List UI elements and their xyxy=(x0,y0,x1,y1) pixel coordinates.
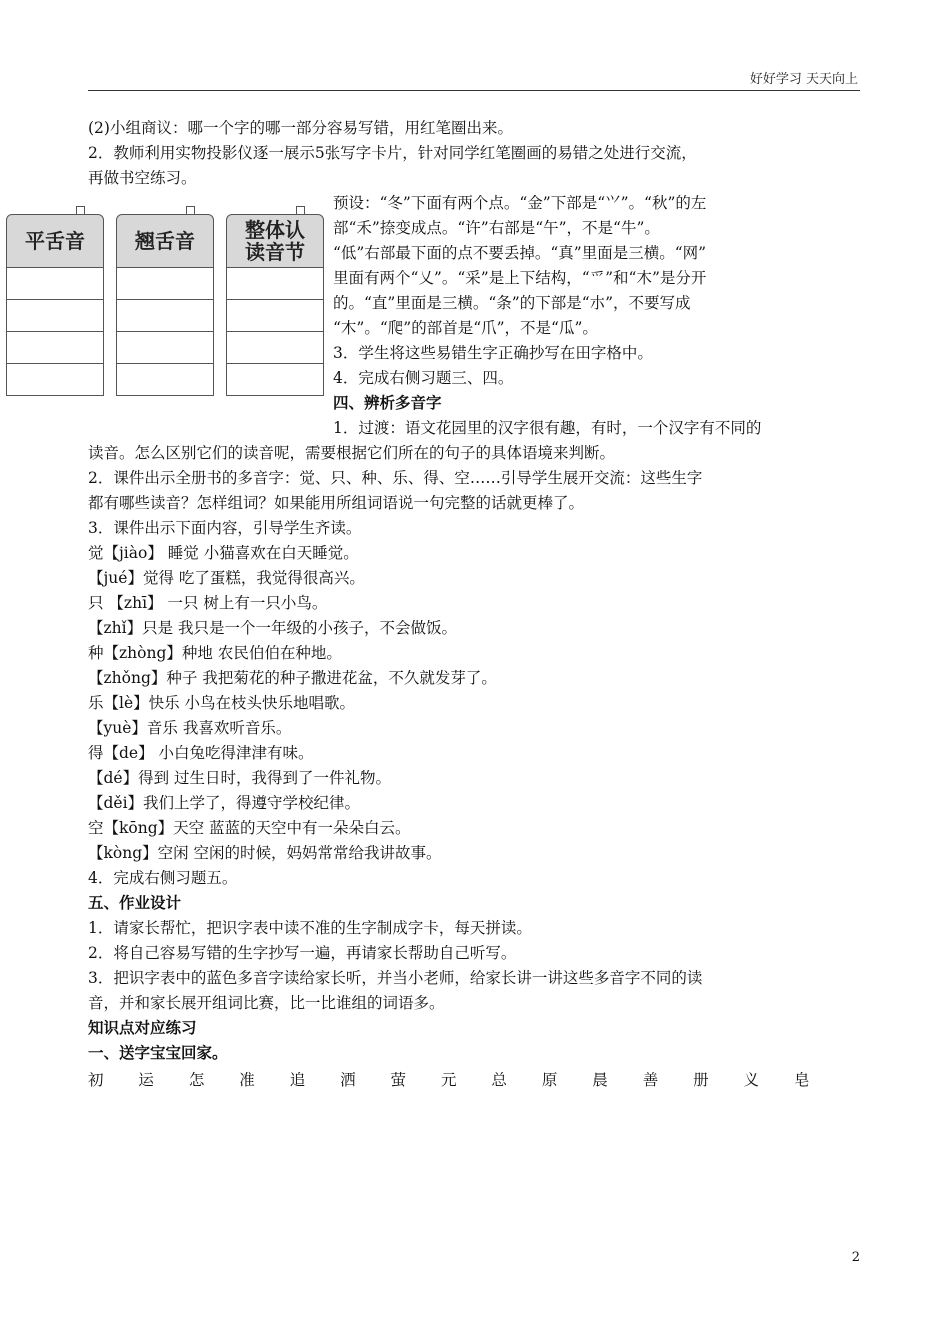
page-number: 2 xyxy=(851,1250,860,1265)
section-heading: 知识点对应练习 xyxy=(88,1019,197,1037)
text-line: 预设：“冬”下面有两个点。“金”下部是“⺍”。“秋”的左 xyxy=(333,194,707,212)
text-line: 都有哪些读音？怎样组词？如果能用所组词语说一句完整的话就更棒了。 xyxy=(88,494,585,512)
text-line: 4．完成右侧习题三、四。 xyxy=(333,369,514,387)
sound-category-houses xyxy=(6,200,328,410)
exercise-characters: 初 运 怎 准 追 洒 萤 元 总 原 晨 善 册 义 皂 xyxy=(88,1071,825,1089)
text-line: 3．课件出示下面内容，引导学生齐读。 xyxy=(88,519,362,537)
text-line: (2)小组商议：哪一个字的哪一部分容易写错，用红笔圈出来。 xyxy=(88,119,513,137)
house-rows xyxy=(116,268,214,396)
section-heading: 五、作业设计 xyxy=(88,894,182,912)
house-label: 平舌音 xyxy=(6,214,104,268)
text-line: 的。“直”里面是三横。“条”的下部是“朩”，不要写成 xyxy=(333,294,691,312)
house-label: 翘舌音 xyxy=(116,214,214,268)
section-heading: 四、辨析多音字 xyxy=(333,394,442,412)
header-divider xyxy=(88,90,860,91)
polyphone-line: 空【kōng】天空 蓝蓝的天空中有一朵朵白云。 xyxy=(88,819,411,837)
text-line: 2．将自己容易写错的生字抄写一遍，再请家长帮助自己听写。 xyxy=(88,944,517,962)
polyphone-line: 【zhǐ】只是 我只是一个一年级的小孩子，不会做饭。 xyxy=(88,619,458,637)
polyphone-line: 【dé】得到 过生日时，我得到了一件礼物。 xyxy=(88,769,392,787)
polyphone-line: 【jué】觉得 吃了蛋糕，我觉得很高兴。 xyxy=(88,569,365,587)
polyphone-line: 乐【lè】快乐 小鸟在枝头快乐地唱歌。 xyxy=(88,694,356,712)
text-line: 1．过渡：语文花园里的汉字很有趣，有时，一个汉字有不同的 xyxy=(333,419,762,437)
polyphone-line: 得【de】 小白兔吃得津津有味。 xyxy=(88,744,314,762)
polyphone-line: 觉【jiào】 睡觉 小猫喜欢在白天睡觉。 xyxy=(88,544,359,562)
text-line: 里面有两个“乂”。“采”是上下结构，“爫”和“木”是分开 xyxy=(333,269,707,287)
house-rows xyxy=(6,268,104,396)
text-line: 读音。怎么区别它们的读音呢，需要根据它们所在的句子的具体语境来判断。 xyxy=(88,444,616,462)
polyphone-line: 【yuè】音乐 我喜欢听音乐。 xyxy=(88,719,292,737)
header-text: 好好学习 天天向上 xyxy=(749,72,858,87)
text-line: 再做书空练习。 xyxy=(88,169,197,187)
exercise-heading: 一、送字宝宝回家。 xyxy=(88,1044,228,1062)
text-line: “木”。“爬”的部首是“爪”，不是“瓜”。 xyxy=(333,319,598,337)
polyphone-line: 【děi】我们上学了，得遵守学校纪律。 xyxy=(88,794,361,812)
text-line: 3．学生将这些易错生字正确抄写在田字格中。 xyxy=(333,344,653,362)
text-line: “低”右部最下面的点不要丢掉。“真”里面是三横。“网” xyxy=(333,244,707,262)
text-line: 1．请家长帮忙，把识字表中读不准的生字制成字卡，每天拼读。 xyxy=(88,919,532,937)
house-rows xyxy=(226,268,324,396)
text-line: 部“禾”捺变成点。“许”右部是“午”，不是“牛”。 xyxy=(333,219,660,237)
text-line: 音，并和家长展开组词比赛，比一比谁组的词语多。 xyxy=(88,994,445,1012)
polyphone-line: 【kòng】空闲 空闲的时候，妈妈常常给我讲故事。 xyxy=(88,844,442,862)
polyphone-line: 种【zhòng】种地 农民伯伯在种地。 xyxy=(88,644,342,662)
text-line: 3．把识字表中的蓝色多音字读给家长听，并当小老师，给家长讲一讲这些多音字不同的读 xyxy=(88,969,703,987)
polyphone-line: 只 【zhī】 一只 树上有一只小鸟。 xyxy=(88,594,328,612)
polyphone-line: 【zhǒng】种子 我把菊花的种子撒进花盆，不久就发芽了。 xyxy=(88,669,497,687)
house-label: 整体认读音节 xyxy=(226,214,324,268)
text-line: 2．课件出示全册书的多音字：觉、只、种、乐、得、空……引导学生展开交流：这些生字 xyxy=(88,469,703,487)
text-line: 4．完成右侧习题五。 xyxy=(88,869,238,887)
text-line: 2．教师利用实物投影仪逐一展示5张写字卡片，针对同学红笔圈画的易错之处进行交流， xyxy=(88,144,697,162)
